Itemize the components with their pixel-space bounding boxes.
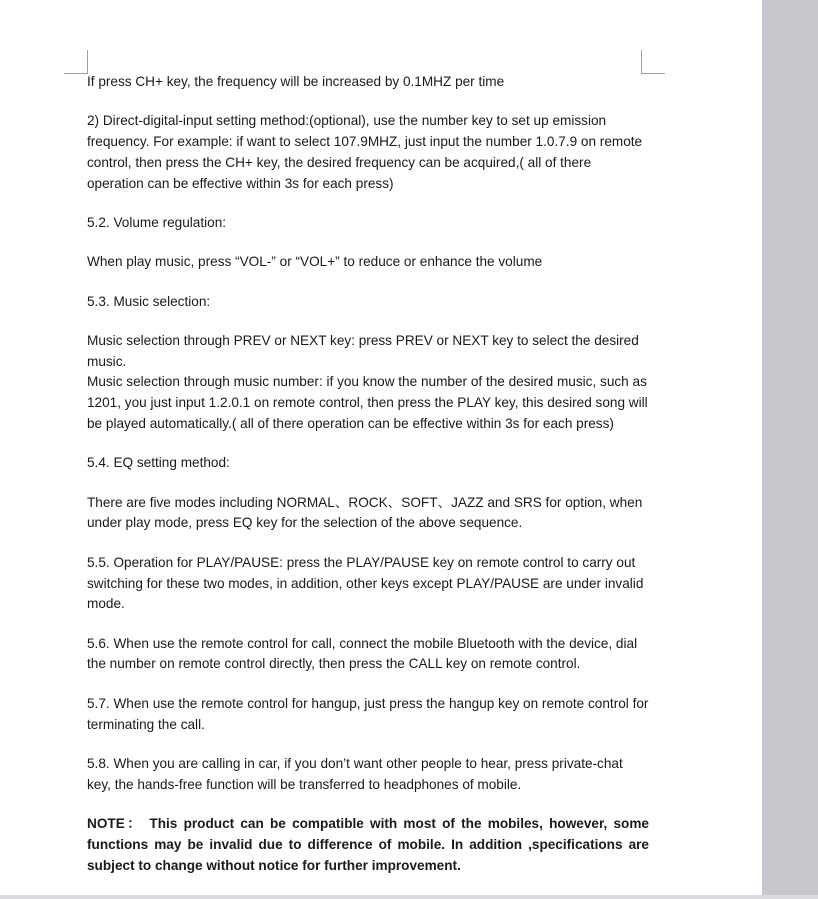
- margin-corner-mark-right: [641, 50, 665, 74]
- paragraph: 5.7. When use the remote control for hangup, just press the hangup key on remote control for terminating the call.: [87, 695, 649, 732]
- section-heading: 5.2. Volume regulation:: [87, 214, 227, 230]
- paragraph: Music selection through PREV or NEXT key: press PREV or NEXT key to select the desired music.: [87, 332, 639, 369]
- paragraph: 5.5. Operation for PLAY/PAUSE: press the PLAY/PAUSE key on remote control to carry out switching for these two modes, in addition, other keys except PLAY/PAUSE are under invalid mode.: [87, 554, 644, 612]
- note-paragraph: NOTE： This product can be compatible with most of the mobiles, however, some functions may be invalid due to difference of mobile. In addition ,specifications are subject to change without notice for further improvement.: [87, 815, 649, 873]
- paragraph: If press CH+ key, the frequency will be increased by 0.1MHZ per time: [87, 74, 505, 89]
- section-heading: 5.3. Music selection:: [87, 293, 211, 309]
- paragraph: Music selection through music number: if you know the number of the desired music, such as 1201, you just input 1.2.0.1 on remote control, then press the PLAY key, this desired song will be played automatically.( all of there operation can be effective within 3s for each press): [87, 374, 648, 432]
- section-heading: 5.4. EQ setting method:: [87, 455, 230, 471]
- paragraph: When play music, press “VOL-” or “VOL+” to reduce or enhance the volume: [87, 254, 543, 270]
- paragraph: There are five modes including NORMAL、ROCK、SOFT、JAZZ and SRS for option, when under play mode, press EQ key for the selection of the above sequence.: [87, 494, 643, 531]
- paragraph: 2) Direct-digital-input setting method:(optional), use the number key to set up emission frequency. For example: if want to select 107.9MHZ, just input the number 1.0.7.9 on remote control, then press the CH+ key, the desired frequency can be acquired,( all of there operation can be effective within 3s for each press): [87, 113, 643, 191]
- paragraph: 5.8. When you are calling in car, if you don’t want other people to hear, press private-chat key, the hands-free function will be transferred to headphones of mobile.: [87, 755, 623, 792]
- document-body[interactable]: [87, 72, 649, 876]
- horizontal-scrollbar-track[interactable]: [0, 895, 818, 899]
- paragraph: 5.6. When use the remote control for call, connect the mobile Bluetooth with the device, dial the number on remote control directly, then press the CALL key on remote control.: [87, 635, 638, 672]
- margin-corner-mark-left: [64, 50, 88, 74]
